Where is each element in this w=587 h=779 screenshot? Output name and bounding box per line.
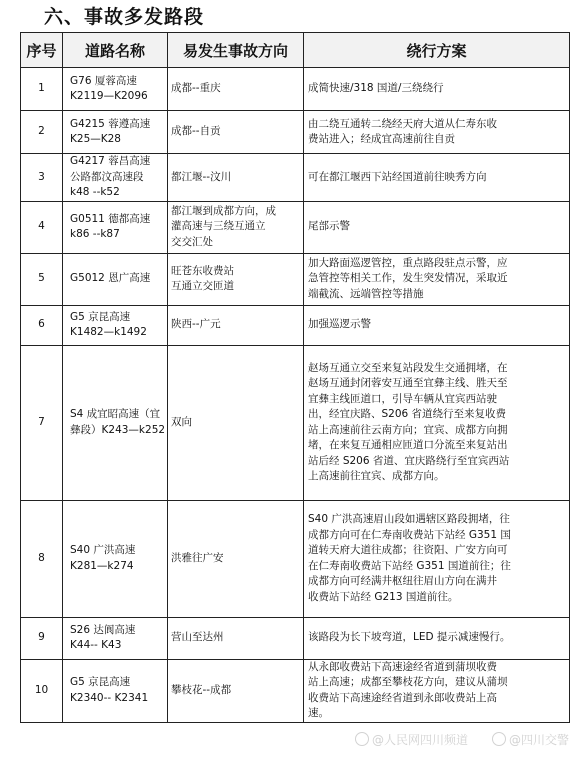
weibo-logo-icon xyxy=(355,732,369,746)
cell-number: 9 xyxy=(21,617,63,659)
table-row xyxy=(21,500,570,617)
cell-detour-plan-line: 站后经 S206 省道、宜庆路绕行至宜宾西站 xyxy=(308,454,510,467)
cell-direction xyxy=(168,659,304,722)
cell-detour-plan xyxy=(304,253,570,305)
cell-detour-plan-line: 可在都江堰西下站经国道前往映秀方向 xyxy=(308,170,487,183)
cell-road-line: G5012 恩广高速 xyxy=(70,272,151,285)
cell-detour-plan-line: 成简快速/318 国道/三绕绕行 xyxy=(308,82,444,95)
cell-detour-plan xyxy=(304,154,570,202)
table-row xyxy=(21,154,570,202)
cell-detour-plan xyxy=(304,617,570,659)
table-row xyxy=(21,111,570,154)
cell-detour-plan-line: 在仁寿南收费站下站经 G351 国道前往；往 xyxy=(308,559,511,572)
cell-direction-line: 陕西--广元 xyxy=(171,318,221,331)
cell-number: 10 xyxy=(21,659,63,722)
cell-detour-plan-line: 急管控等相关工作，发生突发情况，采取近 xyxy=(308,272,508,285)
cell-road xyxy=(63,500,168,617)
cell-direction-line: 交交汇处 xyxy=(171,235,213,248)
cell-road-line: 彝段）K243—k252 xyxy=(70,423,166,436)
section-title: 六、事故多发路段 xyxy=(44,6,205,28)
cell-detour-plan-line: 收费站下高速途经省道到永郎收费站上高 xyxy=(308,691,497,704)
cell-direction xyxy=(168,68,304,111)
cell-detour-plan xyxy=(304,201,570,253)
table-row xyxy=(21,201,570,253)
cell-road-line: G5 京昆高速 xyxy=(70,310,131,323)
column-header-direction: 易发生事故方向 xyxy=(168,33,304,68)
cell-detour-plan-line: 加大路面巡逻管控，重点路段驻点示警，应 xyxy=(308,256,508,269)
cell-detour-plan-line: 宜彝主线匝道口，引导车辆从宜宾西站驶 xyxy=(308,392,497,405)
cell-direction xyxy=(168,111,304,154)
cell-number: 3 xyxy=(21,154,63,202)
cell-road xyxy=(63,68,168,111)
cell-direction-line: 洪雅往广安 xyxy=(171,551,224,564)
cell-direction-line: 都江堰到成都方向，成 xyxy=(171,204,276,217)
cell-detour-plan-line: 该路段为长下坡弯道，LED 提示减速慢行。 xyxy=(308,631,511,644)
cell-direction xyxy=(168,154,304,202)
table-body xyxy=(21,68,570,723)
cell-direction-line: 都江堰--汶川 xyxy=(171,170,232,183)
cell-detour-plan-line: 道转天府大道往成都；往资阳、广安方向可 xyxy=(308,544,508,556)
cell-road-line: 公路都汶高速段 xyxy=(70,170,144,183)
cell-detour-plan-line: 收费站下站经 G213 国道前往。 xyxy=(308,590,459,603)
cell-direction xyxy=(168,253,304,305)
cell-road xyxy=(63,154,168,202)
cell-road-line: G4217 蓉昌高速 xyxy=(70,155,151,167)
cell-detour-plan-line: 成都方向可在仁寿南收费站下站经 G351 国 xyxy=(308,528,511,541)
watermark-left: @人民网四川频道 xyxy=(371,733,468,747)
cell-road-line: G0511 德都高速 xyxy=(70,212,151,225)
cell-road-line: K281—k274 xyxy=(70,559,134,572)
watermark-right: @四川交警 xyxy=(508,733,569,747)
cell-road xyxy=(63,111,168,154)
cell-road xyxy=(63,253,168,305)
cell-detour-plan-line: 赵场互通立交至来复站段发生交通拥堵，在 xyxy=(308,361,508,374)
accident-prone-sections-table xyxy=(20,32,570,723)
table-header xyxy=(21,33,570,68)
cell-direction xyxy=(168,617,304,659)
cell-road-line: G4215 蓉遵高速 xyxy=(70,117,151,130)
column-header-detour: 绕行方案 xyxy=(304,33,570,68)
cell-road-line: S40 广洪高速 xyxy=(70,544,136,556)
cell-road-line: K25—K28 xyxy=(70,133,121,145)
cell-road-line: G76 厦蓉高速 xyxy=(70,74,137,87)
cell-number: 6 xyxy=(21,305,63,345)
watermark xyxy=(355,731,569,748)
cell-road-line: K1482—k1492 xyxy=(70,326,147,338)
cell-road-line: S4 成宜昭高速（宜 xyxy=(70,408,161,420)
cell-direction-line: 灌高速与三绕互通立 xyxy=(171,220,266,233)
cell-detour-plan xyxy=(304,500,570,617)
table-row xyxy=(21,305,570,345)
cell-road xyxy=(63,617,168,659)
cell-road-line: k48 --k52 xyxy=(70,186,120,198)
cell-detour-plan-line: 上高速前往宜宾、成都方向。 xyxy=(308,470,445,482)
cell-direction-line: 营山至达州 xyxy=(171,631,224,644)
cell-road-line: K2340-- K2341 xyxy=(70,691,149,704)
column-header-number: 序号 xyxy=(21,33,63,68)
table-row xyxy=(21,253,570,305)
cell-number: 7 xyxy=(21,345,63,500)
cell-detour-plan-line: 站上高速前往云南方向；宜宾、成都方向拥 xyxy=(308,423,508,436)
table-row xyxy=(21,659,570,722)
cell-direction xyxy=(168,345,304,500)
cell-road-line: S26 达阆高速 xyxy=(70,623,136,636)
cell-direction xyxy=(168,500,304,617)
cell-detour-plan-line: 堵，在来复互通相应匝道口分流至来复站出 xyxy=(308,439,508,451)
table-row xyxy=(21,68,570,111)
cell-direction-line: 成都--重庆 xyxy=(171,82,221,95)
cell-road-line: k86 --k87 xyxy=(70,228,120,240)
cell-road-line: K44-- K43 xyxy=(70,639,122,651)
cell-direction-line: 旺苍东收费站 xyxy=(171,264,234,277)
cell-number: 1 xyxy=(21,68,63,111)
table-row xyxy=(21,617,570,659)
cell-number: 5 xyxy=(21,253,63,305)
cell-detour-plan-line: 从永郎收费站下高速途经省道到蒲坝收费 xyxy=(308,660,497,673)
cell-direction-line: 双向 xyxy=(171,415,192,428)
cell-road xyxy=(63,201,168,253)
cell-road xyxy=(63,345,168,500)
cell-direction-line: 攀枝花--成都 xyxy=(171,683,232,696)
cell-detour-plan-line: 出，经宜庆路、S206 省道绕行至来复收费 xyxy=(308,408,507,420)
cell-detour-plan-line: 费站进入；经成宜高速前往自贡 xyxy=(308,133,455,145)
cell-detour-plan-line: 站上高速；成都至攀枝花方向，建议从蒲坝 xyxy=(308,676,508,688)
cell-direction-line: 成都--自贡 xyxy=(171,125,221,138)
cell-detour-plan-line: S40 广洪高速眉山段如遇辖区路段拥堵，往 xyxy=(308,513,510,525)
cell-direction-line: 互通立交匝道 xyxy=(171,280,234,292)
weibo-logo-icon xyxy=(492,732,506,746)
cell-direction xyxy=(168,305,304,345)
cell-road-line: K2119—K2096 xyxy=(70,90,148,102)
cell-detour-plan-line: 尾部示警 xyxy=(308,220,350,233)
cell-detour-plan-line: 成都方向可经满井枢纽往眉山方向在满井 xyxy=(308,575,497,587)
cell-detour-plan-line: 端截流、远端管控等措施 xyxy=(308,287,424,300)
cell-detour-plan xyxy=(304,305,570,345)
column-header-road: 道路名称 xyxy=(63,33,168,68)
cell-number: 2 xyxy=(21,111,63,154)
cell-detour-plan-line: 赵场互通封闭蓉安互通至宜彝主线、胜天至 xyxy=(308,377,508,389)
cell-number: 4 xyxy=(21,201,63,253)
cell-direction xyxy=(168,201,304,253)
cell-detour-plan xyxy=(304,68,570,111)
table-row xyxy=(21,345,570,500)
cell-detour-plan xyxy=(304,111,570,154)
cell-detour-plan xyxy=(304,345,570,500)
cell-road xyxy=(63,305,168,345)
cell-detour-plan-line: 由二绕互通转二绕经天府大道从仁寿东收 xyxy=(308,117,497,130)
cell-detour-plan-line: 速。 xyxy=(308,707,329,719)
cell-detour-plan-line: 加强巡逻示警 xyxy=(308,318,371,331)
cell-detour-plan xyxy=(304,659,570,722)
cell-road-line: G5 京昆高速 xyxy=(70,676,131,688)
cell-number: 8 xyxy=(21,500,63,617)
cell-road xyxy=(63,659,168,722)
